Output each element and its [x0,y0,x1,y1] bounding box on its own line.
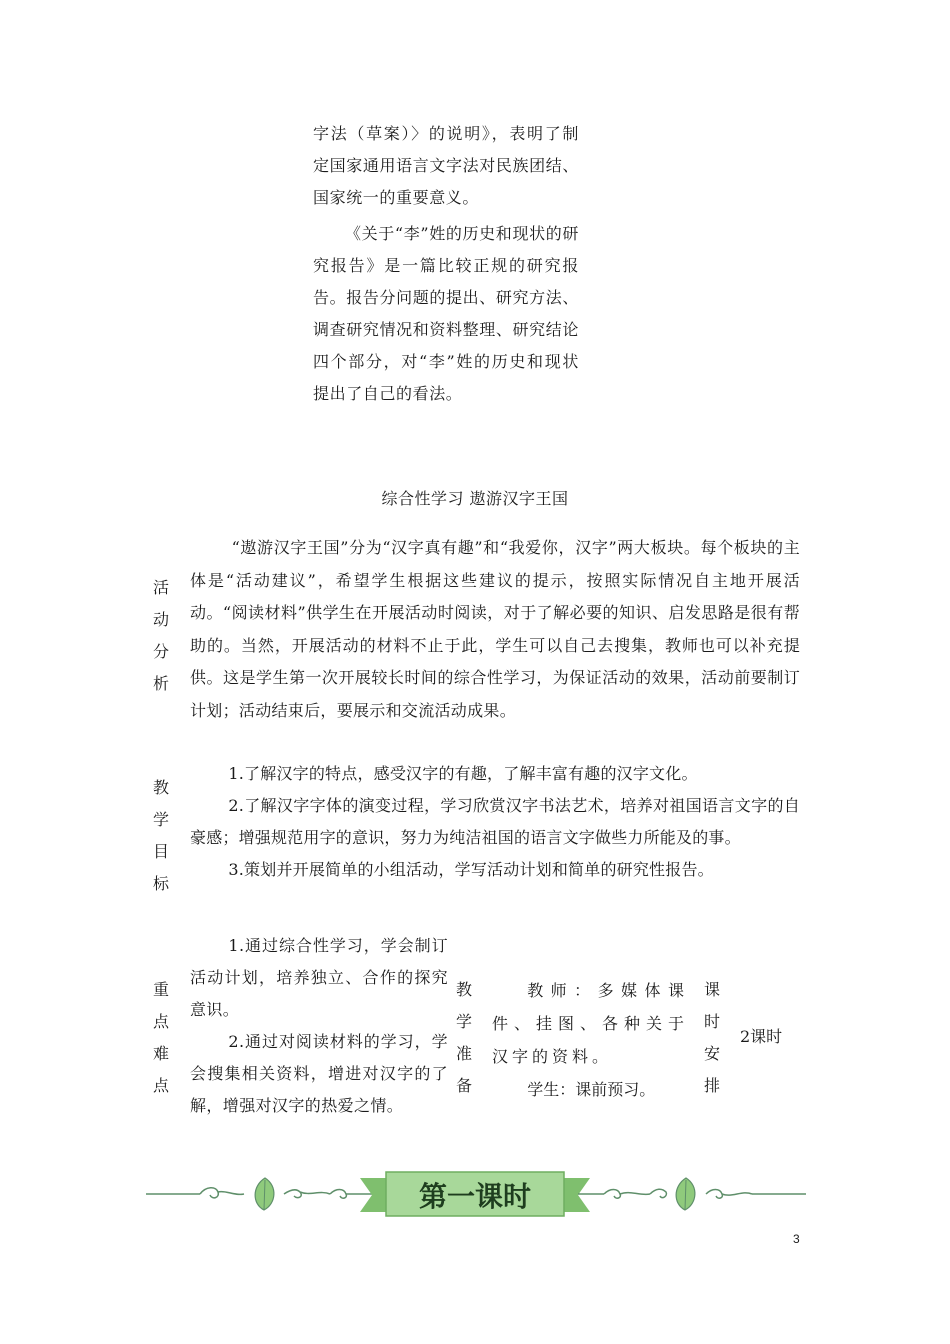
label-char: 活 [152,578,169,597]
page-number: 3 [793,1232,800,1246]
activity-paragraph: “遨游汉字王国”分为“汉字真有趣”和“我爱你，汉字”两大板块。每个板块的主体是“活动建议”，希望学生根据这些建议的提示，按照实际情况自主地开展活动。“阅读材料”供学生在开展活动时阅读，对于了解必要的知识、启发思路是很有帮助的。当然，开展活动的材料不止于此，学生可以自己去搜集，教师也可以补充提供。这是学生第一次开展较长时间的综合性学习，为保证活动的效果，活动前要制订计划；活动结束后，要展示和交流活动成果。 [190,538,800,720]
activity-analysis-text [190,532,800,727]
label-char: 安 [703,1044,720,1063]
activity-analysis-label [149,572,173,700]
label-char: 析 [152,674,169,693]
prep-teacher: 教师：多媒体课件、挂图、各种关于汉字的资料。 [492,981,688,1066]
schedule-label [700,974,724,1102]
goal-item: 1.了解汉字的特点，感受汉字的有趣，了解丰富有趣的汉字文化。 [228,764,698,783]
key-points-label [149,974,173,1102]
label-char: 分 [152,642,169,661]
label-char: 准 [455,1044,472,1063]
goal-item: 3.策划并开展简单的小组活动，学写活动计划和简单的研究性报告。 [228,860,714,879]
label-char: 标 [152,874,169,893]
label-char: 备 [455,1076,472,1095]
continuation-paragraph: 《关于“李”姓的历史和现状的研究报告》是一篇比较正规的研究报告。报告分问题的提出、研究方法、调查研究情况和资料整理、研究结论四个部分，对“李”姓的历史和现状提出了自己的看法。 [313,224,579,403]
key-points-list [190,930,448,1122]
teaching-goals-list [190,758,800,886]
label-char: 点 [152,1012,169,1031]
banner-title: 第一课时 [418,1180,532,1213]
label-char: 难 [152,1044,169,1063]
label-char: 重 [152,980,169,999]
leaf-icon [676,1178,695,1210]
goal-item: 2.了解汉字字体的演变过程，学习欣赏汉字书法艺术，培养对祖国语言文字的自豪感；增强规范用字的意识，努力为纯洁祖国的语言文字做些力所能及的事。 [190,796,800,847]
teaching-prep-text [492,974,688,1106]
label-char: 点 [152,1076,169,1095]
label-char: 目 [152,842,169,861]
continuation-paragraph: 字法（草案）〉的说明》，表明了制定国家通用语言文字法对民族团结、国家统一的重要意义。 [313,124,579,207]
label-char: 学 [455,1012,472,1031]
key-point-item: 2.通过对阅读材料的学习，学会搜集相关资料，增进对汉字的了解，增强对汉字的热爱之情。 [190,1032,448,1115]
teaching-prep-label [452,974,476,1102]
swirl-ornament-right [578,1189,752,1198]
label-char: 排 [703,1076,720,1095]
label-char: 时 [703,1012,720,1031]
section-title: 综合性学习 遨游汉字王国 [381,489,569,508]
continuation-column [313,118,579,410]
label-char: 课 [703,980,720,999]
label-char: 学 [152,810,169,829]
leaf-icon [255,1178,274,1210]
key-point-item: 1.通过综合性学习，学会制订活动计划，培养独立、合作的探究意识。 [190,936,448,1019]
teaching-goals-label [149,772,173,900]
label-char: 动 [152,610,169,629]
schedule-value: 2课时 [740,1027,783,1046]
label-char: 教 [152,778,169,797]
label-char: 教 [455,980,472,999]
lesson-banner [0,1160,950,1230]
swirl-ornament-left [200,1188,372,1198]
prep-student: 学生：课前预习。 [527,1080,656,1099]
